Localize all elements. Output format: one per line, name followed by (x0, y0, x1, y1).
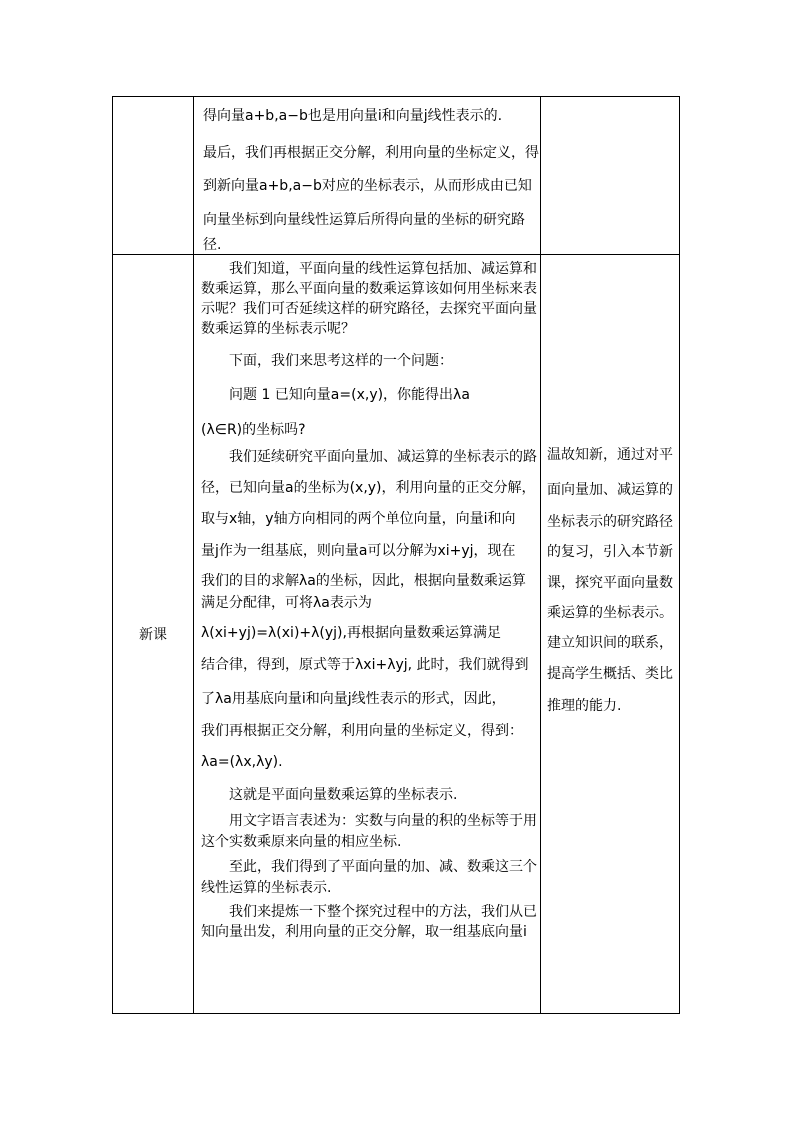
row1-text-line-3: 到新向量a+b,a−b对应的坐标表示，从而形成由已知 (203, 178, 532, 194)
row2-content-cell (194, 255, 541, 1014)
row2-text-line-15: 结合律，得到，原式等于λxi+λyj, 此时，我们就得到 (201, 657, 529, 673)
row2-text-line-22: 至此，我们得到了平面向量的加、减、数乘这三个 (229, 859, 537, 875)
notes-text-line-3: 坐标表示的研究路径 (547, 514, 673, 530)
row2-text-line-19: 这就是平面向量数乘运算的坐标表示. (229, 787, 458, 803)
notes-text-line-7: 建立知识间的联系， (547, 635, 673, 651)
row2-text-line-12: 我们的目的求解λa的坐标，因此，根据向量数乘运算 (201, 573, 526, 589)
row1-text-line-1: 得向量a+b,a−b也是用向量i和向量j线性表示的. (203, 108, 503, 124)
notes-text-line-4: 的复习，引入本节新 (547, 544, 673, 560)
row2-text-line-11: 量j作为一组基底，则向量a可以分解为xi+yj，现在 (201, 543, 516, 559)
row2-text-line-20: 用文字语言表述为：实数与向量的积的坐标等于用 (229, 813, 537, 829)
row1-text-line-2: 最后，我们再根据正交分解，利用向量的坐标定义，得 (203, 145, 539, 161)
notes-text-line-1: 温故知新，通过对平 (547, 447, 673, 463)
row2-text-line-10: 取与x轴，y轴方向相同的两个单位向量，向量i和向 (201, 511, 516, 527)
row2-text-line-3: 示呢？我们可否延续这样的研究路径，去探究平面向量 (201, 301, 537, 317)
row1-text-line-4: 向量坐标到向量线性运算后所得向量的坐标的研究路 (203, 212, 525, 228)
row2-text-line-25: 知向量出发，利用向量的正交分解，取一组基底向量i (201, 924, 527, 940)
notes-text-line-5: 课，探究平面向量数 (547, 575, 673, 591)
notes-text-line-8: 提高学生概括、类比 (547, 666, 673, 682)
row1-section-cell (113, 97, 194, 255)
row1-content-cell (194, 97, 541, 255)
row2-text-line-5: 下面，我们来思考这样的一个问题： (229, 353, 453, 369)
row2-text-line-23: 线性运算的坐标表示. (201, 880, 332, 896)
notes-text-line-6: 乘运算的坐标表示。 (547, 605, 673, 621)
row2-text-line-24: 我们来提炼一下整个探究过程中的方法，我们从已 (229, 904, 537, 920)
row1-notes-cell (541, 97, 680, 255)
row2-text-line-14: λ(xi+yj)=λ(xi)+λ(yj),再根据向量数乘运算满足 (201, 625, 501, 641)
row2-text-line-2: 数乘运算，那么平面向量的数乘运算该如何用坐标来表 (201, 281, 537, 297)
row2-text-line-4: 数乘运算的坐标表示呢？ (201, 321, 355, 337)
row2-text-line-17: 我们再根据正交分解，利用向量的坐标定义，得到： (201, 723, 523, 739)
notes-text-line-9: 推理的能力. (547, 698, 622, 714)
section-label: 新课 (139, 627, 167, 643)
row2-text-line-21: 这个实数乘原来向量的相应坐标. (201, 834, 402, 850)
row1-text-line-5: 径. (203, 237, 222, 253)
row2-text-line-8: 我们延续研究平面向量加、减运算的坐标表示的路 (229, 449, 537, 465)
row2-text-line-6: 问题 1 已知向量a=(x,y)，你能得出λa (229, 387, 470, 403)
row2-section-cell (113, 255, 194, 1014)
row2-text-line-18: λa=(λx,λy). (201, 754, 283, 770)
row2-text-line-16: 了λa用基底向量i和向量j线性表示的形式，因此， (201, 691, 506, 707)
notes-text-line-2: 面向量加、减运算的 (547, 482, 673, 498)
row2-text-line-1: 我们知道，平面向量的线性运算包括加、减运算和 (229, 261, 537, 277)
lesson-table (112, 96, 680, 1014)
row2-text-line-13: 满足分配律，可将λa表示为 (201, 595, 372, 611)
row2-notes-cell (541, 255, 680, 1014)
row2-text-line-7: (λ∈R)的坐标吗? (201, 422, 306, 438)
row2-text-line-9: 径，已知向量a的坐标为(x,y)，利用向量的正交分解， (201, 480, 536, 496)
